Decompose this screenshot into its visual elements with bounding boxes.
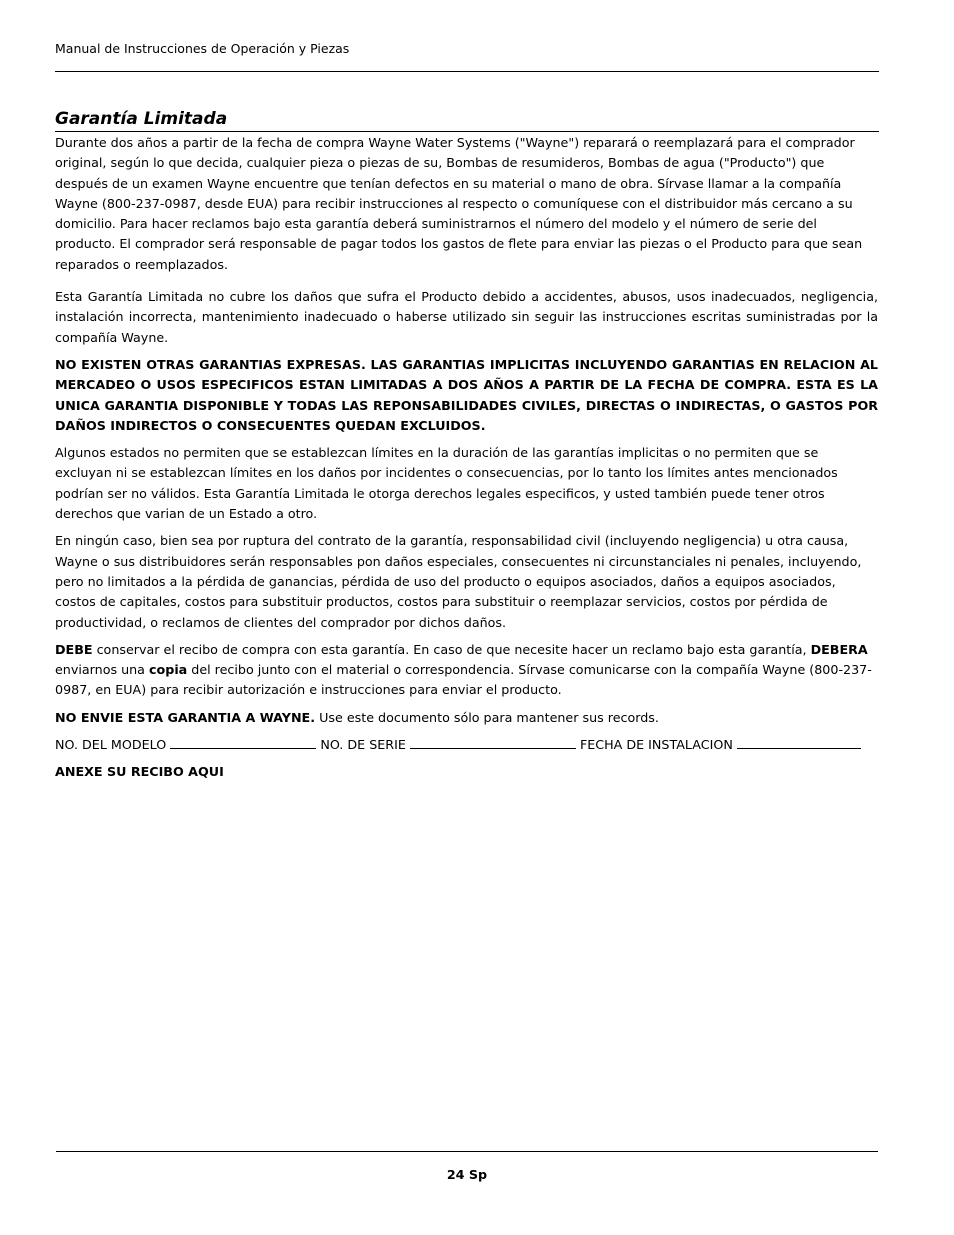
registration-form-line: [55, 735, 878, 755]
receipt-text-3: del recibo junto con el material o correspondencia. Sírvase comunicarse con la compañía Wayne (800-237-0987, en EUA) para recibir autorización e instrucciones para enviar el producto.: [55, 662, 872, 698]
liability-limitation-paragraph: En ningún caso, bien sea por ruptura del contrato de la garantía, responsabilidad civil (incluyendo negligencia) u otra causa, Wayne o sus distribuidores serán responsables pon daños especiales, consecuentes ni circunstanciales ni penales, incluyendo, pero no limitados a la pérdida de ganancias, pérdida de uso del producto o equipos asociados, daños a equipos asociados, costos de capitales, costos para substituir productos, costos para substituir o reemplazar servicios, costos por pérdida de productividad, o reclamos de clientes del comprador por dichos daños.: [55, 533, 862, 630]
receipt-text-2: enviarnos una: [55, 662, 149, 678]
footer-divider: [56, 1151, 878, 1152]
receipt-instructions-paragraph: [55, 640, 878, 701]
attach-receipt-label: [55, 762, 878, 782]
install-date-label: FECHA DE INSTALACION: [579, 737, 733, 753]
emphasis-copia: copia: [149, 662, 188, 678]
state-rights-paragraph: Algunos estados no permiten que se establezcan límites en la duración de las garantías implicitas o no permiten que se excluyan ni se establezcan límites en los daños por incidentes o consecuencias, por lo tanto los límites antes mencionados podrían ser no válidos. Esta Garantía Limitada le otorga derechos legales especificos, y usted también puede tener otros derechos que varian de un Estado a otro.: [55, 445, 838, 522]
warranty-body: [55, 133, 878, 790]
warranty-exclusions-paragraph: Esta Garantía Limitada no cubre los daños que sufra el Producto debido a accidentes, abusos, usos inadecuados, negligencia, instalación incorrecta, mantenimiento inadecuado o haberse utilizado sin seguir las instrucciones escritas suministradas por la compañía Wayne.: [55, 289, 878, 345]
header-divider: [55, 71, 879, 72]
running-header: Manual de Instrucciones de Operación y Piezas: [55, 41, 350, 56]
model-number-label: NO. DEL MODELO: [55, 737, 167, 753]
emphasis-debera: DEBERA: [810, 641, 868, 657]
records-note: Use este documento sólo para mantener sus records.: [315, 709, 659, 725]
implied-warranty-disclaimer: NO EXISTEN OTRAS GARANTIAS EXPRESAS. LAS GARANTIAS IMPLICITAS INCLUYENDO GARANTIAS EN RELACION AL MERCADEO O USOS ESPECIFICOS ESTAN LIMITADAS A DOS AÑOS A PARTIR DE LA FECHA DE COMPRA. ESTA ES LA UNICA GARANTIA DISPONIBLE Y TODAS LAS REPONSABILIDADES CIVILES, DIRECTAS O INDIRECTAS, O GASTOS POR DAÑOS INDIRECTOS O CONSECUENTES QUEDAN EXCLUIDOS.: [55, 356, 878, 433]
receipt-text-1: conservar el recibo de compra con esta garantía. En caso de que necesite hacer un reclamo bajo esta garantía,: [92, 641, 811, 657]
attach-receipt-text: ANEXE SU RECIBO AQUI: [55, 764, 224, 780]
title-underline: [55, 131, 879, 132]
emphasis-debe: DEBE: [55, 641, 93, 657]
page-number: 24 Sp: [446, 1167, 488, 1182]
install-date-field[interactable]: [737, 736, 861, 749]
warranty-coverage-paragraph: Durante dos años a partir de la fecha de compra Wayne Water Systems ("Wayne") reparará o reemplazará para el comprador original, según lo que decida, cualquier pieza o piezas de su, Bombas de resumideros, Bombas de agua ("Producto") que después de un examen Wayne encuentre que tenían defectos en su material o mano de obra. Sírvase llamar a la compañía Wayne (800-237-0987, desde EUA) para recibir instrucciones al respecto o comuníquese con el distribuidor más cercano a su domicilio. Para hacer reclamos bajo esta garantía deberá suministrarnos el número del modelo y el número de serie del producto. El comprador será responsable de pagar todos los gastos de flete para enviar las piezas o el Producto para que sean reparados o reemplazados.: [55, 135, 863, 272]
serial-number-label: NO. DE SERIE: [320, 737, 406, 753]
serial-number-field[interactable]: [410, 736, 576, 749]
do-not-send-notice: NO ENVIE ESTA GARANTIA A WAYNE.: [55, 709, 316, 725]
model-number-field[interactable]: [170, 736, 316, 749]
do-not-send-paragraph: [55, 708, 878, 728]
section-title: Garantía Limitada: [55, 109, 228, 129]
